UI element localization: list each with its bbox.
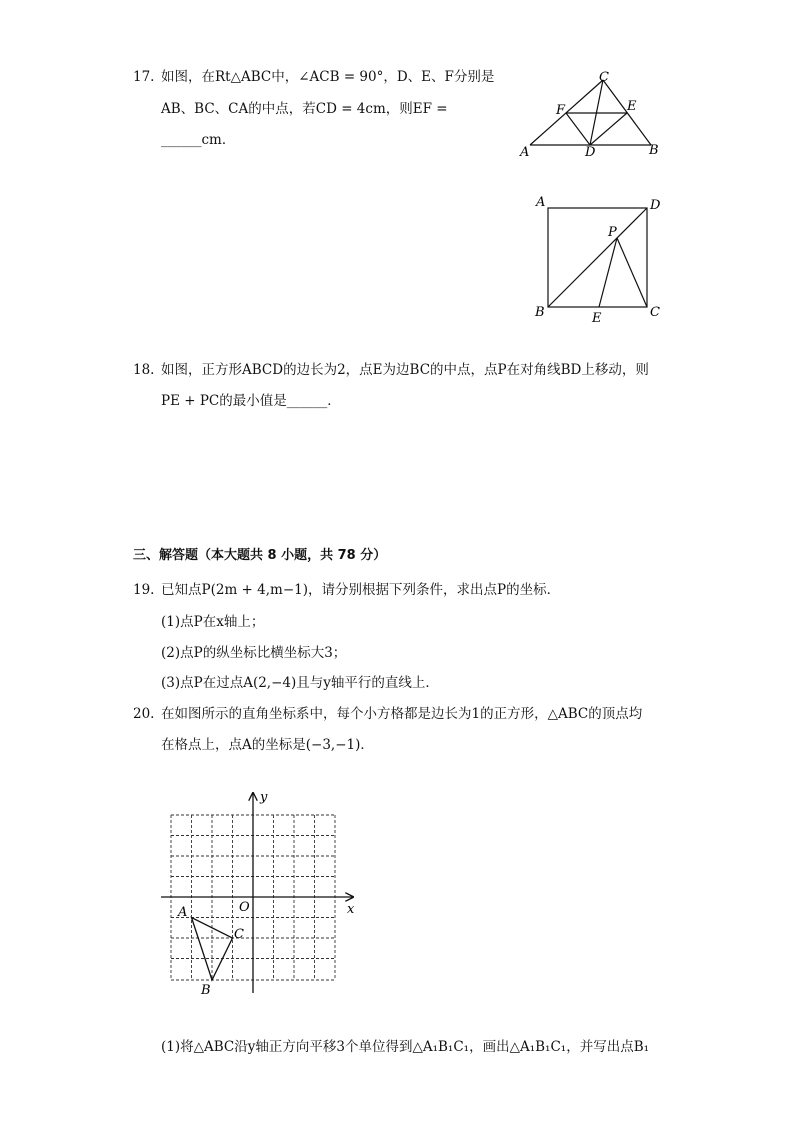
q19-number: 19. bbox=[133, 582, 155, 598]
q17-label-b: B bbox=[649, 143, 659, 158]
q20-part1: (1)将△ABC沿y轴正方向平移3个单位得到△A₁B₁C₁，画出△A₁B₁C₁，并写出点B₁ bbox=[161, 1039, 650, 1055]
q18-text-line1: 如图，正方形ABCD的边长为2，点E为边BC的中点，点P在对角线BD上移动，则 bbox=[161, 362, 649, 378]
q18-text-line2: PE + PC的最小值是______． bbox=[161, 393, 341, 409]
q17-triangle-figure bbox=[515, 66, 665, 162]
q20-text-line1: 在如图所示的直角坐标系中，每个小方格都是边长为1的正方形，△ABC的顶点均 bbox=[161, 706, 643, 722]
q20-axis-label-x: x bbox=[347, 902, 355, 917]
q17-label-c: C bbox=[599, 70, 609, 85]
q18-number: 18. bbox=[133, 362, 155, 378]
q19-part2: (2)点P的纵坐标比横坐标大3； bbox=[161, 645, 347, 661]
q20-axis-label-y: y bbox=[260, 790, 268, 805]
q18-label-c: C bbox=[650, 305, 660, 320]
q17-label-d: D bbox=[585, 145, 596, 160]
q20-text-line2: 在格点上，点A的坐标是(−3,−1)． bbox=[161, 737, 374, 753]
q19-intro: 已知点P(2m + 4,m−1)，请分别根据下列条件，求出点P的坐标． bbox=[161, 582, 561, 598]
q20-number: 20. bbox=[133, 706, 155, 722]
q19-part1: (1)点P在x轴上； bbox=[161, 614, 265, 630]
q17-text-line1: 如图，在Rt△ABC中，∠ACB = 90°，D、E、F分别是 bbox=[161, 69, 495, 85]
q20-coordinate-grid-figure bbox=[155, 788, 370, 1003]
q19-part3: (3)点P在过点A(2,−4)且与y轴平行的直线上． bbox=[161, 675, 439, 691]
q17-label-f: F bbox=[556, 103, 566, 118]
q17-label-e: E bbox=[627, 99, 637, 114]
q18-label-p: P bbox=[608, 225, 617, 240]
q17-label-a: A bbox=[520, 145, 530, 160]
q18-square-figure bbox=[530, 193, 670, 328]
q18-label-d: D bbox=[650, 198, 661, 213]
q18-label-a: A bbox=[536, 195, 546, 210]
q20-label-a: A bbox=[178, 905, 188, 920]
q20-label-c: C bbox=[234, 927, 244, 942]
q18-label-e: E bbox=[592, 311, 602, 326]
q17-text-line3: ______cm． bbox=[161, 132, 236, 148]
q17-number: 17. bbox=[133, 69, 155, 85]
q18-label-b: B bbox=[535, 305, 545, 320]
section-heading: 三、解答题（本大题共 8 小题，共 78 分） bbox=[133, 548, 387, 563]
q17-text-line2: AB、BC、CA的中点，若CD = 4cm，则EF = bbox=[161, 101, 448, 117]
q20-label-b: B bbox=[201, 983, 211, 998]
q20-origin-label: O bbox=[239, 900, 250, 915]
